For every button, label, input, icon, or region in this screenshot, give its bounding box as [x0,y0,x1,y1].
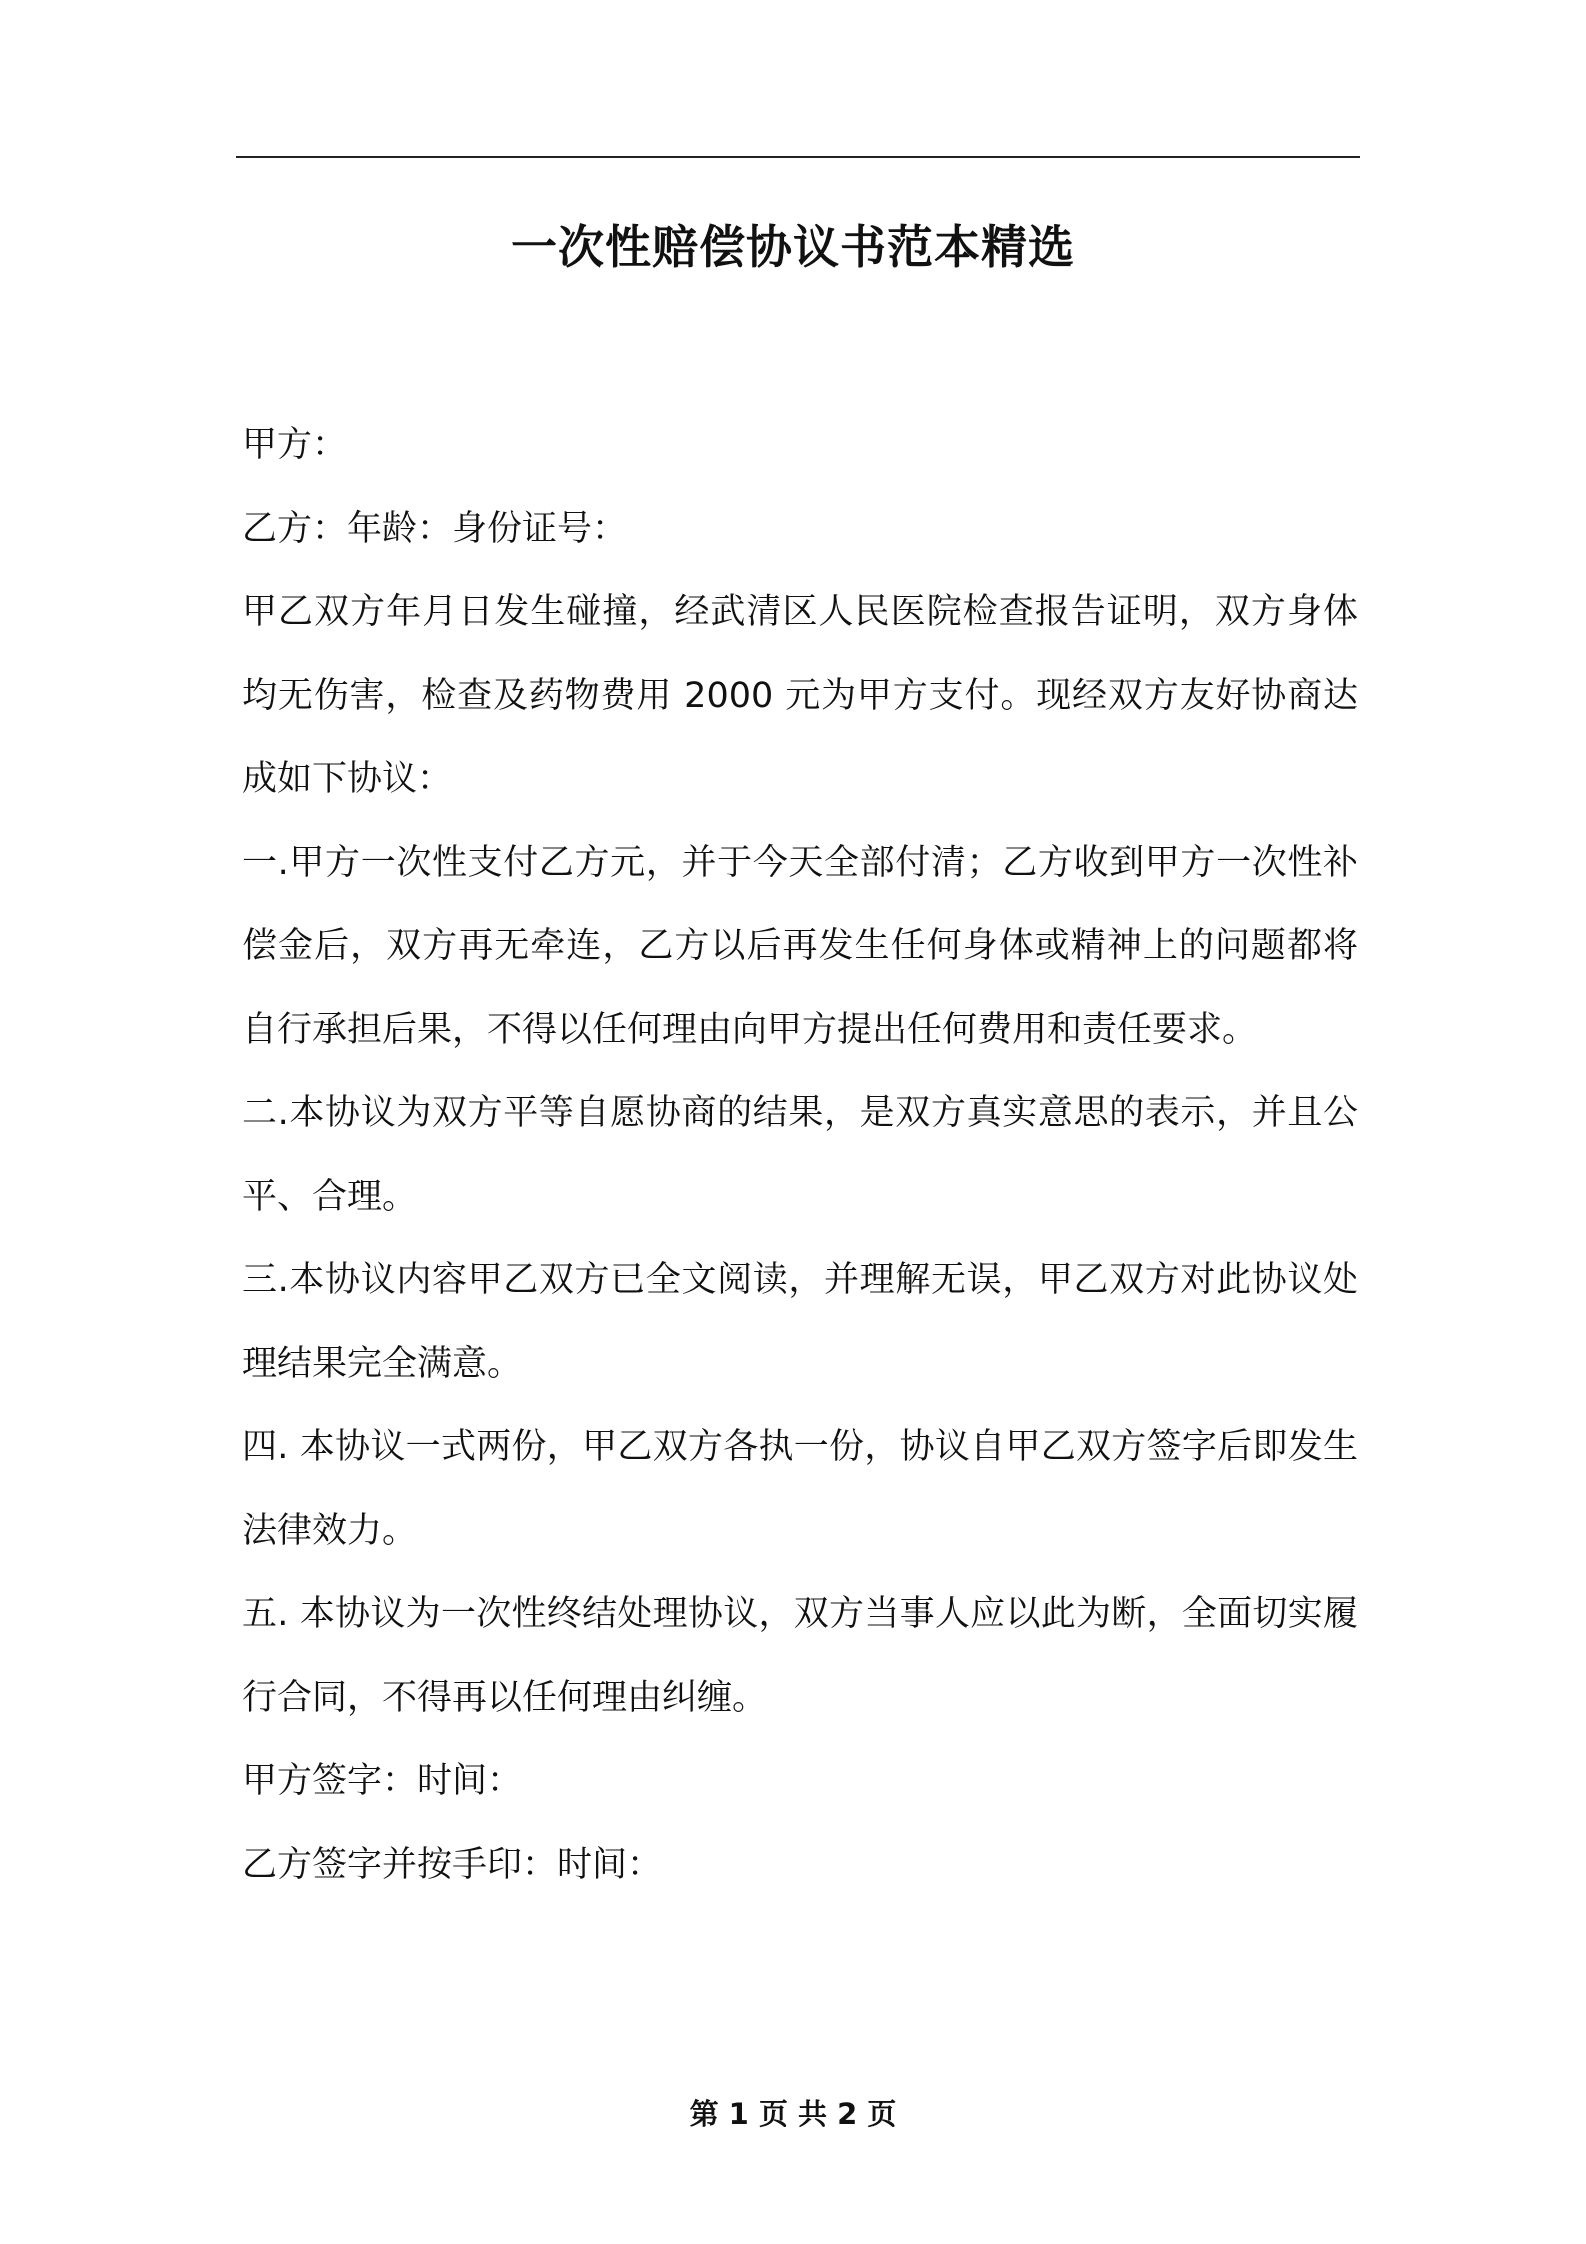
page-number-footer: 第 1 页 共 2 页 [689,2097,897,2131]
party-b-line: 乙方：年龄：身份证号： [242,508,628,549]
clause-2: 二.本协议为双方平等自愿协商的结果，是双方真实意思的表示，并且公平、合理。 [242,1093,1358,1217]
document-body [242,404,1358,1907]
preamble-paragraph: 甲乙双方年月日发生碰撞，经武清区人民医院检查报告证明，双方身体均无伤害，检查及药物费用 2000 元为甲方支付。现经双方友好协商达成如下协议： [242,592,1358,799]
clause-3: 三.本协议内容甲乙双方已全文阅读，并理解无误，甲乙双方对此协议处理结果完全满意。 [242,1260,1358,1384]
clause-5: 五. 本协议为一次性终结处理协议，双方当事人应以此为断，全面切实履行合同，不得再以任何理由纠缠。 [242,1594,1358,1718]
party-a-line: 甲方： [242,425,348,465]
document-title: 一次性赔偿协议书范本精选 [511,220,1075,274]
party-a-signature-line: 甲方签字：时间： [242,1761,523,1801]
party-b-signature-line: 乙方签字并按手印：时间： [242,1844,663,1885]
clause-4: 四. 本协议一式两份，甲乙双方各执一份，协议自甲乙双方签字后即发生法律效力。 [242,1427,1358,1551]
header-rule [236,156,1360,158]
clause-1: 一.甲方一次性支付乙方元，并于今天全部付清；乙方收到甲方一次性补偿金后，双方再无牵连，乙方以后再发生任何身体或精神上的问题都将自行承担后果，不得以任何理由向甲方提出任何费用和责任要求。 [242,842,1358,1050]
